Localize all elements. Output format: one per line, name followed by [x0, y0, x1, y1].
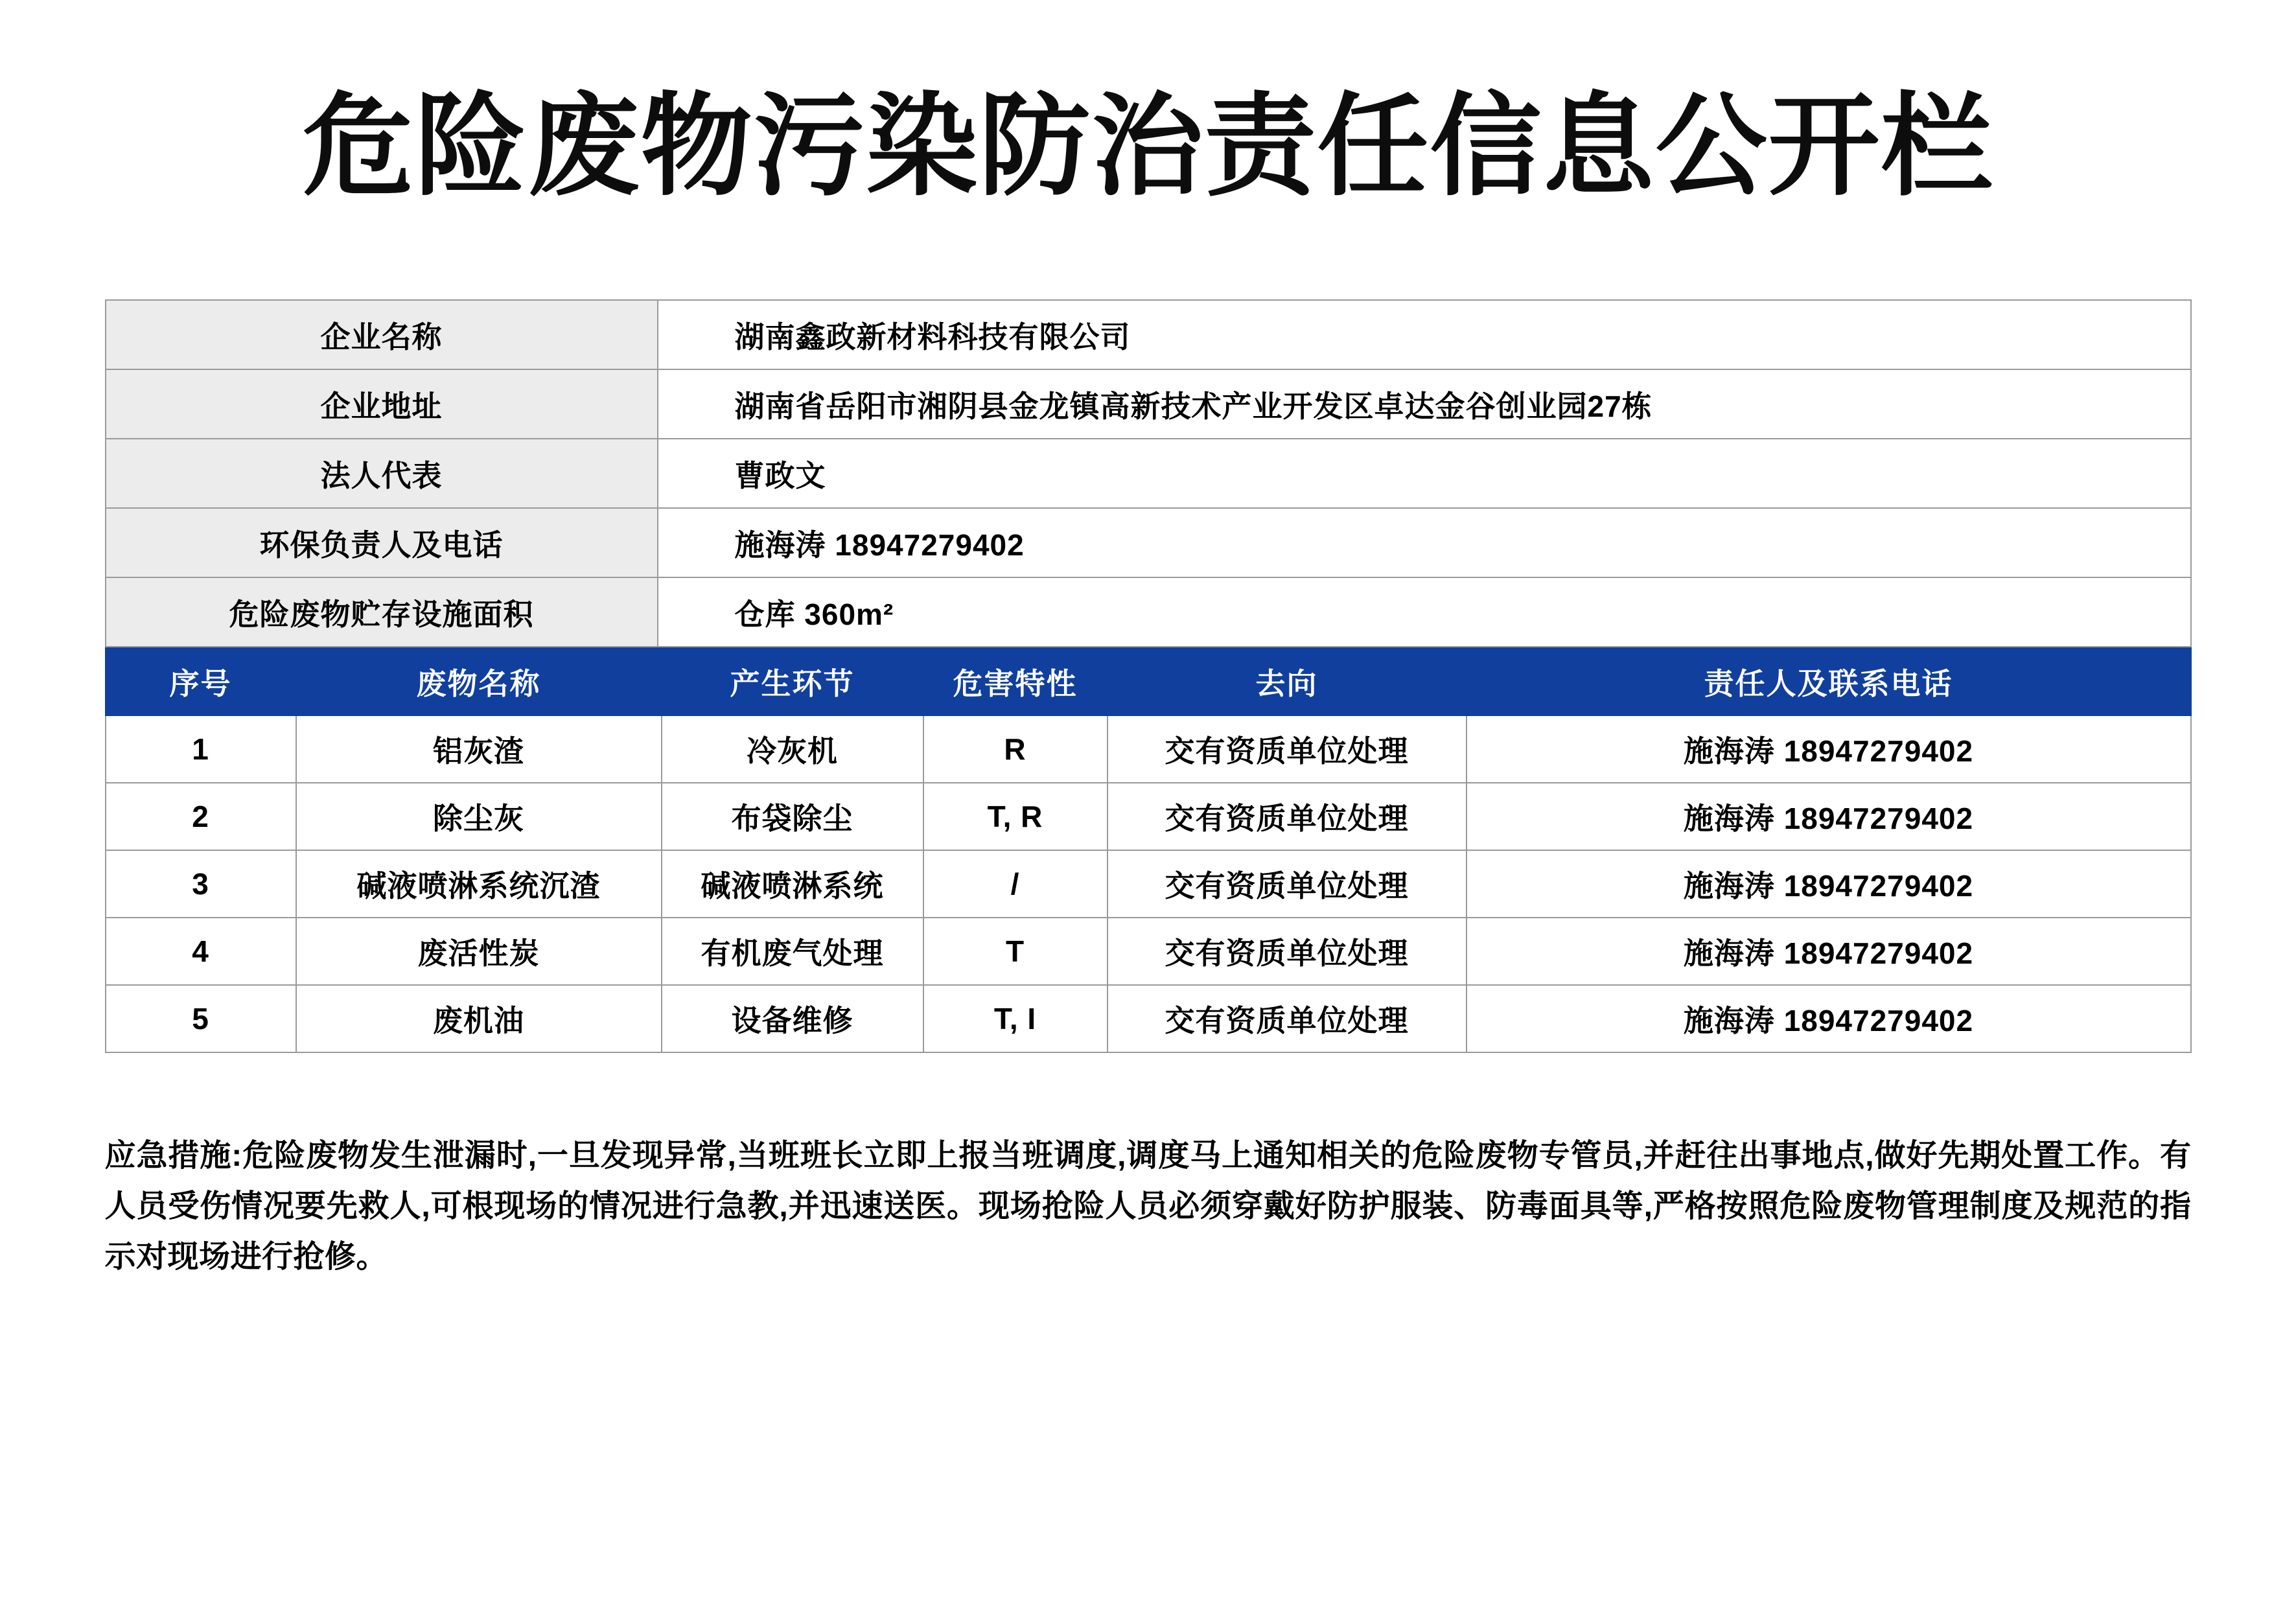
emergency-measures-label: 应急措施:: [104, 1139, 242, 1173]
info-table-container: [105, 299, 2192, 1053]
waste-cell-hazard: /: [923, 850, 1107, 918]
table-row: [106, 300, 2191, 369]
waste-cell-name: 废活性炭: [296, 918, 662, 985]
waste-cell-hazard: T, I: [923, 985, 1107, 1052]
info-value-company-name: 湖南鑫政新材料科技有限公司: [658, 300, 2191, 369]
table-row: [106, 439, 2191, 508]
info-label-env-officer: 环保负责人及电话: [106, 508, 658, 577]
waste-table-header-row: [106, 648, 2191, 715]
info-label-company-address: 企业地址: [106, 369, 658, 439]
waste-cell-destination: 交有资质单位处理: [1107, 715, 1467, 783]
info-value-env-officer: 施海涛 18947279402: [658, 508, 2191, 577]
waste-cell-name: 铝灰渣: [296, 715, 662, 783]
table-row: [106, 369, 2191, 439]
info-label-legal-representative: 法人代表: [106, 439, 658, 508]
waste-cell-index: 3: [106, 850, 296, 918]
waste-cell-responsible: 施海涛 18947279402: [1467, 918, 2191, 985]
company-info-table: [105, 299, 2192, 647]
waste-cell-hazard: T, R: [923, 783, 1107, 850]
waste-col-hazard: 危害特性: [923, 648, 1107, 715]
waste-col-name: 废物名称: [296, 648, 662, 715]
waste-col-responsible: 责任人及联系电话: [1467, 648, 2191, 715]
waste-cell-source: 布袋除尘: [662, 783, 923, 850]
waste-cell-responsible: 施海涛 18947279402: [1467, 985, 2191, 1052]
waste-cell-index: 2: [106, 783, 296, 850]
waste-table: [105, 647, 2192, 1053]
waste-cell-hazard: T: [923, 918, 1107, 985]
waste-cell-name: 碱液喷淋系统沉渣: [296, 850, 662, 918]
table-row: [106, 918, 2191, 985]
table-row: [106, 985, 2191, 1052]
waste-cell-index: 1: [106, 715, 296, 783]
waste-cell-name: 除尘灰: [296, 783, 662, 850]
emergency-measures-text: 危险废物发生泄漏时,一旦发现异常,当班班长立即上报当班调度,调度马上通知相关的危险废物专管员,并赶往出事地点,做好先期处置工作。有人员受伤情况要先救人,可根现场的情况进行急教,并迅速送医。现场抢险人员必须穿戴好防护服装、防毒面具等,严格按照危险废物管理制度及规范的指示对现场进行抢修。: [104, 1139, 2192, 1274]
waste-col-index: 序号: [106, 648, 296, 715]
waste-col-source: 产生环节: [662, 648, 923, 715]
waste-cell-index: 5: [106, 985, 296, 1052]
waste-cell-source: 设备维修: [662, 985, 923, 1052]
info-value-legal-representative: 曹政文: [658, 439, 2191, 508]
waste-cell-responsible: 施海涛 18947279402: [1467, 783, 2191, 850]
info-value-company-address: 湖南省岳阳市湘阴县金龙镇高新技术产业开发区卓达金谷创业园27栋: [658, 369, 2191, 439]
waste-cell-hazard: R: [923, 715, 1107, 783]
info-value-storage-area: 仓库 360m²: [658, 577, 2191, 647]
waste-cell-destination: 交有资质单位处理: [1107, 850, 1467, 918]
info-label-company-name: 企业名称: [106, 300, 658, 369]
table-row: [106, 850, 2191, 918]
info-label-storage-area: 危险废物贮存设施面积: [106, 577, 658, 647]
waste-cell-destination: 交有资质单位处理: [1107, 783, 1467, 850]
waste-cell-destination: 交有资质单位处理: [1107, 918, 1467, 985]
waste-cell-responsible: 施海涛 18947279402: [1467, 715, 2191, 783]
table-row: [106, 783, 2191, 850]
waste-cell-source: 碱液喷淋系统: [662, 850, 923, 918]
public-disclosure-board: [0, 81, 2296, 1622]
emergency-measures-section: [105, 1131, 2192, 1282]
waste-col-destination: 去向: [1107, 648, 1467, 715]
table-row: [106, 715, 2191, 783]
waste-cell-source: 有机废气处理: [662, 918, 923, 985]
page-title: 危险废物污染防治责任信息公开栏: [302, 81, 1994, 211]
waste-cell-destination: 交有资质单位处理: [1107, 985, 1467, 1052]
waste-cell-responsible: 施海涛 18947279402: [1467, 850, 2191, 918]
waste-cell-name: 废机油: [296, 985, 662, 1052]
table-row: [106, 508, 2191, 577]
waste-cell-index: 4: [106, 918, 296, 985]
table-row: [106, 577, 2191, 647]
waste-cell-source: 冷灰机: [662, 715, 923, 783]
